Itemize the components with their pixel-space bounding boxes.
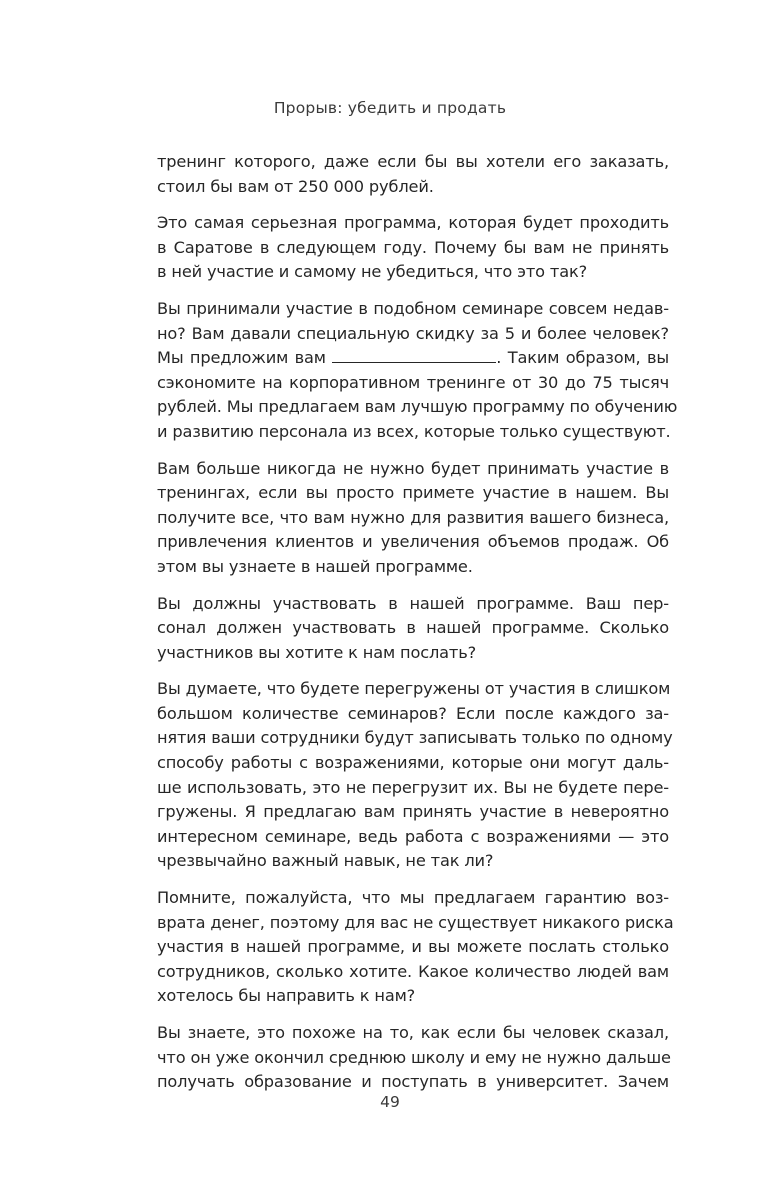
text-line: тренингах, если вы просто примете участие в нашем. Вы [157,483,669,503]
text-line: участия в нашей программе, и вы можете послать столько [157,937,669,957]
fill-in-blank [332,348,496,363]
text-line: стоил бы вам от 250 000 рублей. [157,176,434,196]
text-fragment: Мы предложим вам [157,348,326,368]
text-line: сонал должен участвовать в нашей программе. Сколько [157,618,669,638]
text-line: но? Вам давали специальную скидку за 5 и более человек? [157,323,669,343]
text-line: этом вы узнаете в нашей программе. [157,556,473,576]
text-line: тренинг которого, даже если бы вы хотели его заказать, [157,152,669,171]
paragraph-5 [157,592,669,666]
paragraph-8 [157,1021,669,1095]
text-line: Это самая серьезная программа, которая будет проходить [157,213,669,233]
text-line: сотрудников, сколько хотите. Какое количество людей вам [157,961,669,981]
text-line: чрезвычайно важный навык, не так ли? [157,851,494,871]
text-line: врата денег, поэтому для вас не существует никакого риска [157,912,674,932]
page-number: 49 [380,1093,400,1111]
text-line: в Саратове в следующем году. Почему бы вам не принять [157,237,669,257]
paragraph-4 [157,457,669,580]
text-fragment: . Таким образом, вы [496,348,669,368]
paragraph-1 [157,150,669,199]
text-line: Вы принимали участие в подобном семинаре совсем недав- [157,298,669,318]
text-line: что он уже окончил среднюю школу и ему не нужно дальше [157,1047,671,1067]
text-line: большом количестве семинаров? Если после каждого за- [157,703,669,723]
body-text [157,150,678,1107]
text-line: и развитию персонала из всех, которые только существуют. [157,421,671,441]
text-line: способу работы с возражениями, которые они могут даль- [157,753,669,773]
text-line: нятия ваши сотрудники будут записывать только по одному [157,728,673,748]
paragraph-7 [157,886,674,1009]
text-line: Вам больше никогда не нужно будет принимать участие в [157,458,669,478]
text-line: интересном семинаре, ведь работа с возражениями — это [157,826,669,846]
text-line: получать образование и поступать в университет. Зачем [157,1072,669,1092]
text-line: получите все, что вам нужно для развития вашего бизнеса, [157,507,669,527]
text-line: в ней участие и самому не убедиться, что это так? [157,262,588,282]
text-line: сэкономите на корпоративном тренинге от 30 до 75 тысяч [157,372,669,392]
running-header: Прорыв: убедить и продать [273,99,507,117]
text-line: Вы знаете, это похоже на то, как если бы человек сказал, [157,1023,669,1042]
text-line: рублей. Мы предлагаем вам лучшую программу по обучению [157,397,678,417]
text-line: участников вы хотите к нам послать? [157,642,477,662]
text-line: Помните, пожалуйста, что мы предлагаем гарантию воз- [157,888,669,908]
text-line: хотелось бы направить к нам? [157,986,416,1006]
text-line-with-blank [157,346,669,371]
text-line: Вы должны участвовать в нашей программе. Ваш пер- [157,593,669,613]
paragraph-2 [157,211,669,285]
paragraph-6 [157,677,673,874]
text-line: Вы думаете, что будете перегружены от участия в слишком [157,679,671,699]
paragraph-3 [157,297,678,445]
text-line: ше использовать, это не перегрузит их. Вы не будете пере- [157,777,669,797]
text-line: гружены. Я предлагаю вам принять участие в невероятно [157,802,669,822]
text-line: привлечения клиентов и увеличения объемов продаж. Об [157,532,669,552]
